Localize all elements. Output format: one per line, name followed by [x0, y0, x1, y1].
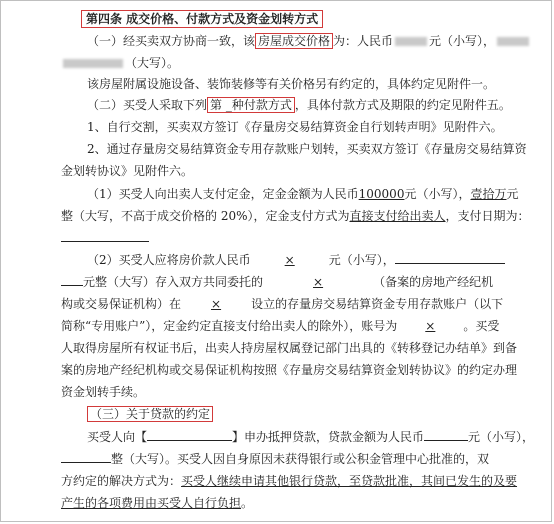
- text: 整（大写，不高于成交价格的 20%），定金支付方式为: [61, 209, 350, 223]
- resolution-text: 买受人继续申请其他银行贷款，至贷款批准，其间已发生的及要: [181, 474, 518, 488]
- loan-line3: [61, 474, 551, 488]
- text: （大写）。: [125, 56, 180, 70]
- text: （二）买受人采取下列: [87, 98, 208, 112]
- blank: [61, 452, 111, 463]
- clause-1-line3: 该房屋附属设施设备、装饰装修等有关价格另有约定的，具体约定见附件一。: [87, 77, 496, 91]
- blank: [395, 253, 505, 264]
- redacted-amount: [63, 59, 123, 68]
- text: 设立的存量房交易结算资金专用存款账户（以下: [251, 297, 504, 311]
- text: 元整（大写）存入双方共同委托的: [83, 275, 264, 289]
- text: 元: [506, 187, 519, 201]
- payment-line4: [61, 319, 551, 333]
- text: 元（小写），: [328, 253, 395, 267]
- text: 。买受: [463, 319, 500, 333]
- text: 整（大写）。买受人因自身原因未获得银行或公积金管理中心批准的，双: [111, 452, 490, 466]
- loan-line2: [61, 452, 551, 466]
- loan-clause-box: （三）关于贷款的约定: [87, 406, 213, 422]
- payment-line3: [61, 297, 551, 311]
- price-label-box: 房屋成交价格: [255, 33, 333, 49]
- payment-line5: 人取得房屋所有权证书后，出卖人持房屋权属登记部门出具的《转移登记办结单》到备: [61, 341, 518, 355]
- payment-line2: [61, 275, 551, 289]
- payment-line6: 案的房地产经纪机构或交易保证机构按照《存量房交易结算资金划转协议》的约定办理: [61, 363, 518, 377]
- payment-method-box: 第 _种付款方式: [207, 97, 295, 113]
- text: （1）买受人向出卖人支付定金，定金金额为人民币: [87, 187, 359, 201]
- loan-amount-blank: [424, 430, 468, 441]
- option-2-cont: 金划转协议》见附件六。: [61, 164, 194, 178]
- text: 构或交易保证机构）在: [61, 297, 182, 311]
- blank-x: ×: [425, 319, 436, 333]
- text: 】申办抵押贷款，贷款金额为人民币: [232, 430, 425, 444]
- text: ，支付日期为：: [445, 209, 530, 223]
- payment-line7: 资金划转手续。: [61, 385, 146, 399]
- deposit-line: [87, 187, 551, 201]
- date-blank: [61, 231, 149, 242]
- deposit-amount-words: 壹拾万: [470, 187, 507, 201]
- deposit-date-line: [61, 231, 551, 245]
- bank-blank: [147, 430, 232, 441]
- blank-x: ×: [284, 253, 295, 267]
- text: 元（小写），: [468, 430, 535, 444]
- text: 为：人民币: [333, 34, 394, 48]
- text: 元（小写），: [404, 187, 471, 201]
- redacted-amount: [497, 37, 529, 46]
- text: 买受人向【: [87, 430, 148, 444]
- text: 元（小写），: [429, 34, 496, 48]
- loan-line4: [61, 496, 551, 510]
- option-2: 2、通过存量房交易结算资金专用存款账户划转，买卖双方签订《存量房交易结算资: [87, 142, 527, 156]
- blank: [61, 275, 83, 286]
- deposit-line2: [61, 209, 551, 223]
- clause-1-line2: [61, 56, 551, 70]
- text: （2）买受人应将房价款人民币: [87, 253, 251, 267]
- loan-line: [87, 430, 551, 444]
- text: （一）经买卖双方协商一致，该: [87, 34, 256, 48]
- payment-line: [87, 253, 551, 267]
- deposit-method: 直接支付给出卖人: [349, 209, 446, 223]
- resolution-text-cont: 产生的各项费用由买受人自行负担: [61, 496, 242, 510]
- clause-3-heading: [87, 407, 551, 421]
- option-1: 1、自行交割，买卖双方签订《存量房交易结算资金自行划转声明》见附件六。: [87, 120, 503, 134]
- redacted-amount: [395, 37, 427, 46]
- deposit-amount: 100000: [358, 187, 405, 201]
- text: 简称“专用账户”），定金约定直接支付给出卖人的除外），账号为: [61, 319, 398, 333]
- article-heading-box: 第四条 成交价格、付款方式及资金划转方式: [81, 10, 323, 28]
- text: 方约定的解决方式为：: [61, 474, 182, 488]
- article-heading: [81, 12, 551, 26]
- text: ，具体付款方式及期限的约定见附件五。: [294, 98, 511, 112]
- text: 。: [241, 496, 254, 510]
- blank-x: ×: [313, 275, 324, 289]
- blank-x: ×: [211, 297, 222, 311]
- text: （备案的房地产经纪机: [373, 275, 494, 289]
- clause-1-line: [87, 34, 551, 48]
- clause-2-line: [87, 98, 551, 112]
